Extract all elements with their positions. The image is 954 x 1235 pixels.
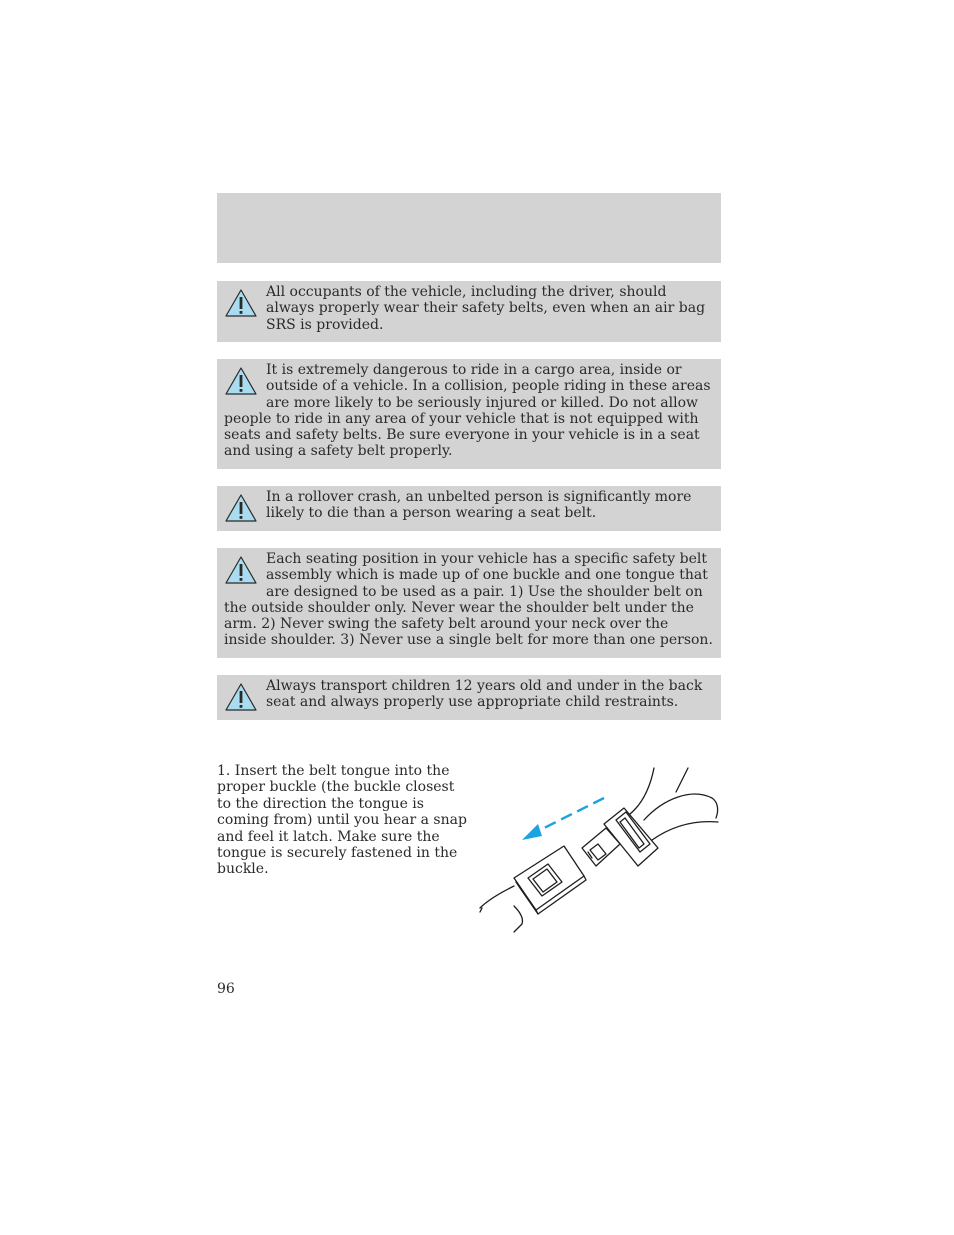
warning-box-rollover xyxy=(217,486,721,531)
instruction-step-1: 1. Insert the belt tongue into the proper buckle (the buckle closest to the direction the tongue is coming from) until you hear a snap and feel it latch. Make sure the tongue is securely fastened in the buckle. xyxy=(217,763,467,878)
arrow-head xyxy=(522,824,542,840)
warning-text: All occupants of the vehicle, including the driver, should always properly wear their safety belts, even when an air bag SRS is provided. xyxy=(266,284,706,333)
belt-webbing xyxy=(630,768,654,814)
warning-box-occupants xyxy=(217,281,721,342)
warning-triangle-icon xyxy=(224,493,258,523)
warning-triangle-icon xyxy=(224,555,258,585)
page-number: 96 xyxy=(217,981,235,997)
warning-text: In a rollover crash, an unbelted person is significantly more likely to die than a person wearing a seat belt. xyxy=(266,489,692,522)
section-header-bar xyxy=(217,193,721,263)
seat-belt-buckle-illustration xyxy=(478,764,723,934)
warning-text: It is extremely dangerous to ride in a cargo area, inside or outside of a vehicle. In a collision, people riding in these areas are more likely to be seriously injured or killed. Do not allow people to ride in any area of your vehicle that is not equipped with seats and safety belts. Be sure everyone in your vehicle is in a seat and using a safety belt properly. xyxy=(224,362,711,460)
warning-box-seating-position xyxy=(217,548,721,658)
warning-triangle-icon xyxy=(224,288,258,318)
warning-box-cargo-area xyxy=(217,359,721,469)
insert-direction-arrow xyxy=(536,798,604,832)
warning-box-children xyxy=(217,675,721,720)
warning-triangle-icon xyxy=(224,366,258,396)
warning-text: Always transport children 12 years old and under in the back seat and always properly use appropriate child restraints. xyxy=(266,678,703,711)
warning-triangle-icon xyxy=(224,682,258,712)
warning-text: Each seating position in your vehicle has a specific safety belt assembly which is made up of one buckle and one tongue that are designed to be used as a pair. 1) Use the shoulder belt on the outside shoulder only. Never wear the shoulder belt under the arm. 2) Never swing the safety belt around your neck over the inside shoulder. 3) Never use a single belt for more than one person. xyxy=(224,551,713,649)
belt-buckle xyxy=(480,846,586,932)
